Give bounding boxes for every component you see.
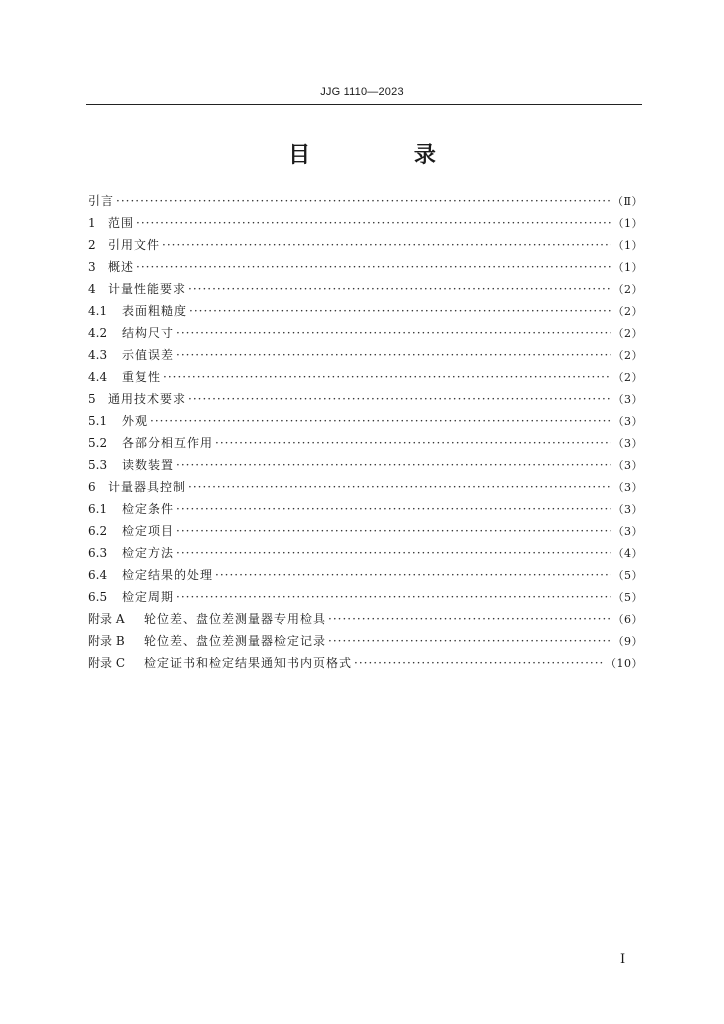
toc-entry-number: 附录 A (88, 612, 125, 626)
toc-entry-introduction[interactable] (88, 190, 643, 212)
toc-entry-number: 4 (88, 282, 96, 296)
toc-entry-number: 4.1 (88, 304, 108, 318)
toc-entry-page: （2） (612, 305, 643, 318)
toc-entry-text: 检定方法 (122, 546, 175, 560)
toc-entry-page: （4） (612, 547, 643, 560)
toc-entry-text: 检定项目 (122, 524, 175, 538)
toc-entry-5-3[interactable] (88, 454, 643, 476)
toc-entry-number: 5 (88, 392, 96, 406)
dot-leader (176, 454, 610, 476)
toc-entry-6-1[interactable] (88, 498, 643, 520)
toc-entry-text: 检定条件 (122, 502, 175, 516)
toc-entry-page: （2） (612, 327, 643, 340)
dot-leader (116, 190, 610, 212)
toc-entry-4-1[interactable] (88, 300, 643, 322)
toc-entry-number: 6.3 (88, 546, 108, 560)
toc-entry-4-2[interactable] (88, 322, 643, 344)
toc-entry-page: （5） (612, 569, 643, 582)
toc-entry-appendix-b[interactable] (88, 630, 643, 652)
toc-entry-page: （6） (612, 613, 643, 626)
toc-entry-page: （2） (612, 283, 643, 296)
toc-entry-page: （2） (612, 349, 643, 362)
toc-entry-5-1[interactable] (88, 410, 643, 432)
toc-entry-4-3[interactable] (88, 344, 643, 366)
toc-entry-page: （1） (612, 239, 643, 252)
toc-entry-2[interactable] (88, 234, 643, 256)
dot-leader (328, 608, 610, 630)
toc-entry-number: 3 (88, 260, 96, 274)
dot-leader (176, 586, 610, 608)
dot-leader (188, 388, 610, 410)
toc-entry-number: 6.2 (88, 524, 108, 538)
toc-entry-number: 4.3 (88, 348, 108, 362)
dot-leader (136, 212, 610, 234)
toc-entry-number: 4.4 (88, 370, 108, 384)
toc-entry-3[interactable] (88, 256, 643, 278)
toc-entry-number: 5.3 (88, 458, 108, 472)
toc-entry-6-4[interactable] (88, 564, 643, 586)
table-of-contents (88, 190, 643, 674)
toc-entry-number: 附录 B (88, 634, 125, 648)
dot-leader (328, 630, 610, 652)
page-number: I (620, 952, 626, 967)
toc-entry-page: （9） (612, 635, 643, 648)
dot-leader (176, 322, 610, 344)
toc-entry-page: （Ⅱ） (612, 195, 643, 208)
toc-entry-page: （10） (605, 657, 643, 670)
toc-entry-number: 6.4 (88, 568, 108, 582)
toc-entry-number: 5.2 (88, 436, 108, 450)
toc-entry-number: 6 (88, 480, 96, 494)
toc-entry-page: （3） (612, 393, 643, 406)
toc-entry-5[interactable] (88, 388, 643, 410)
toc-entry-number: 6.1 (88, 502, 108, 516)
toc-entry-text: 表面粗糙度 (122, 304, 188, 318)
toc-entry-6[interactable] (88, 476, 643, 498)
page-title: 目 录 (288, 143, 484, 168)
dot-leader (150, 410, 610, 432)
toc-entry-6-2[interactable] (88, 520, 643, 542)
toc-entry-page: （1） (612, 217, 643, 230)
toc-entry-text: 引用文件 (108, 238, 161, 252)
toc-entry-text: 各部分相互作用 (122, 436, 214, 450)
dot-leader (188, 476, 610, 498)
toc-entry-number: 附录 C (88, 656, 125, 670)
toc-entry-text: 示值误差 (122, 348, 175, 362)
toc-entry-page: （3） (612, 481, 643, 494)
toc-entry-1[interactable] (88, 212, 643, 234)
toc-entry-text: 重复性 (122, 370, 162, 384)
toc-entry-appendix-c[interactable] (88, 652, 643, 674)
toc-entry-text: 范围 (108, 216, 135, 230)
toc-entry-text: 读数装置 (122, 458, 175, 472)
dot-leader (176, 498, 610, 520)
toc-entry-5-2[interactable] (88, 432, 643, 454)
toc-entry-4-4[interactable] (88, 366, 643, 388)
toc-entry-text: 结构尺寸 (122, 326, 175, 340)
toc-entry-page: （3） (612, 459, 643, 472)
toc-entry-number: 4.2 (88, 326, 108, 340)
toc-entry-number: 1 (88, 216, 96, 230)
toc-entry-text: 检定结果的处理 (122, 568, 214, 582)
toc-entry-page: （3） (612, 503, 643, 516)
toc-entry-page: （2） (612, 371, 643, 384)
toc-entry-page: （3） (612, 525, 643, 538)
toc-entry-number: 5.1 (88, 414, 108, 428)
document-code: JJG 1110—2023 (320, 86, 404, 98)
toc-entry-text: 检定证书和检定结果通知书内页格式 (144, 656, 353, 670)
toc-entry-text: 计量器具控制 (108, 480, 187, 494)
toc-entry-page: （3） (612, 415, 643, 428)
dot-leader (188, 278, 610, 300)
dot-leader (189, 300, 610, 322)
dot-leader (176, 542, 610, 564)
dot-leader (215, 432, 610, 454)
dot-leader (354, 652, 603, 674)
toc-entry-text: 外观 (122, 414, 149, 428)
toc-entry-appendix-a[interactable] (88, 608, 643, 630)
toc-entry-text: 轮位差、盘位差测量器检定记录 (144, 634, 327, 648)
toc-entry-text: 计量性能要求 (108, 282, 187, 296)
dot-leader (176, 520, 610, 542)
header-divider (86, 104, 642, 105)
toc-entry-number: 2 (88, 238, 96, 252)
dot-leader (163, 366, 610, 388)
toc-entry-text: 轮位差、盘位差测量器专用检具 (144, 612, 327, 626)
toc-entry-text: 引言 (88, 194, 115, 208)
dot-leader (162, 234, 610, 256)
toc-entry-number: 6.5 (88, 590, 108, 604)
toc-entry-page: （1） (612, 261, 643, 274)
dot-leader (136, 256, 610, 278)
toc-entry-6-5[interactable] (88, 586, 643, 608)
toc-entry-page: （5） (612, 591, 643, 604)
toc-entry-6-3[interactable] (88, 542, 643, 564)
dot-leader (215, 564, 610, 586)
toc-entry-page: （3） (612, 437, 643, 450)
dot-leader (176, 344, 610, 366)
toc-entry-text: 概述 (108, 260, 135, 274)
toc-entry-text: 通用技术要求 (108, 392, 187, 406)
toc-entry-text: 检定周期 (122, 590, 175, 604)
toc-entry-4[interactable] (88, 278, 643, 300)
